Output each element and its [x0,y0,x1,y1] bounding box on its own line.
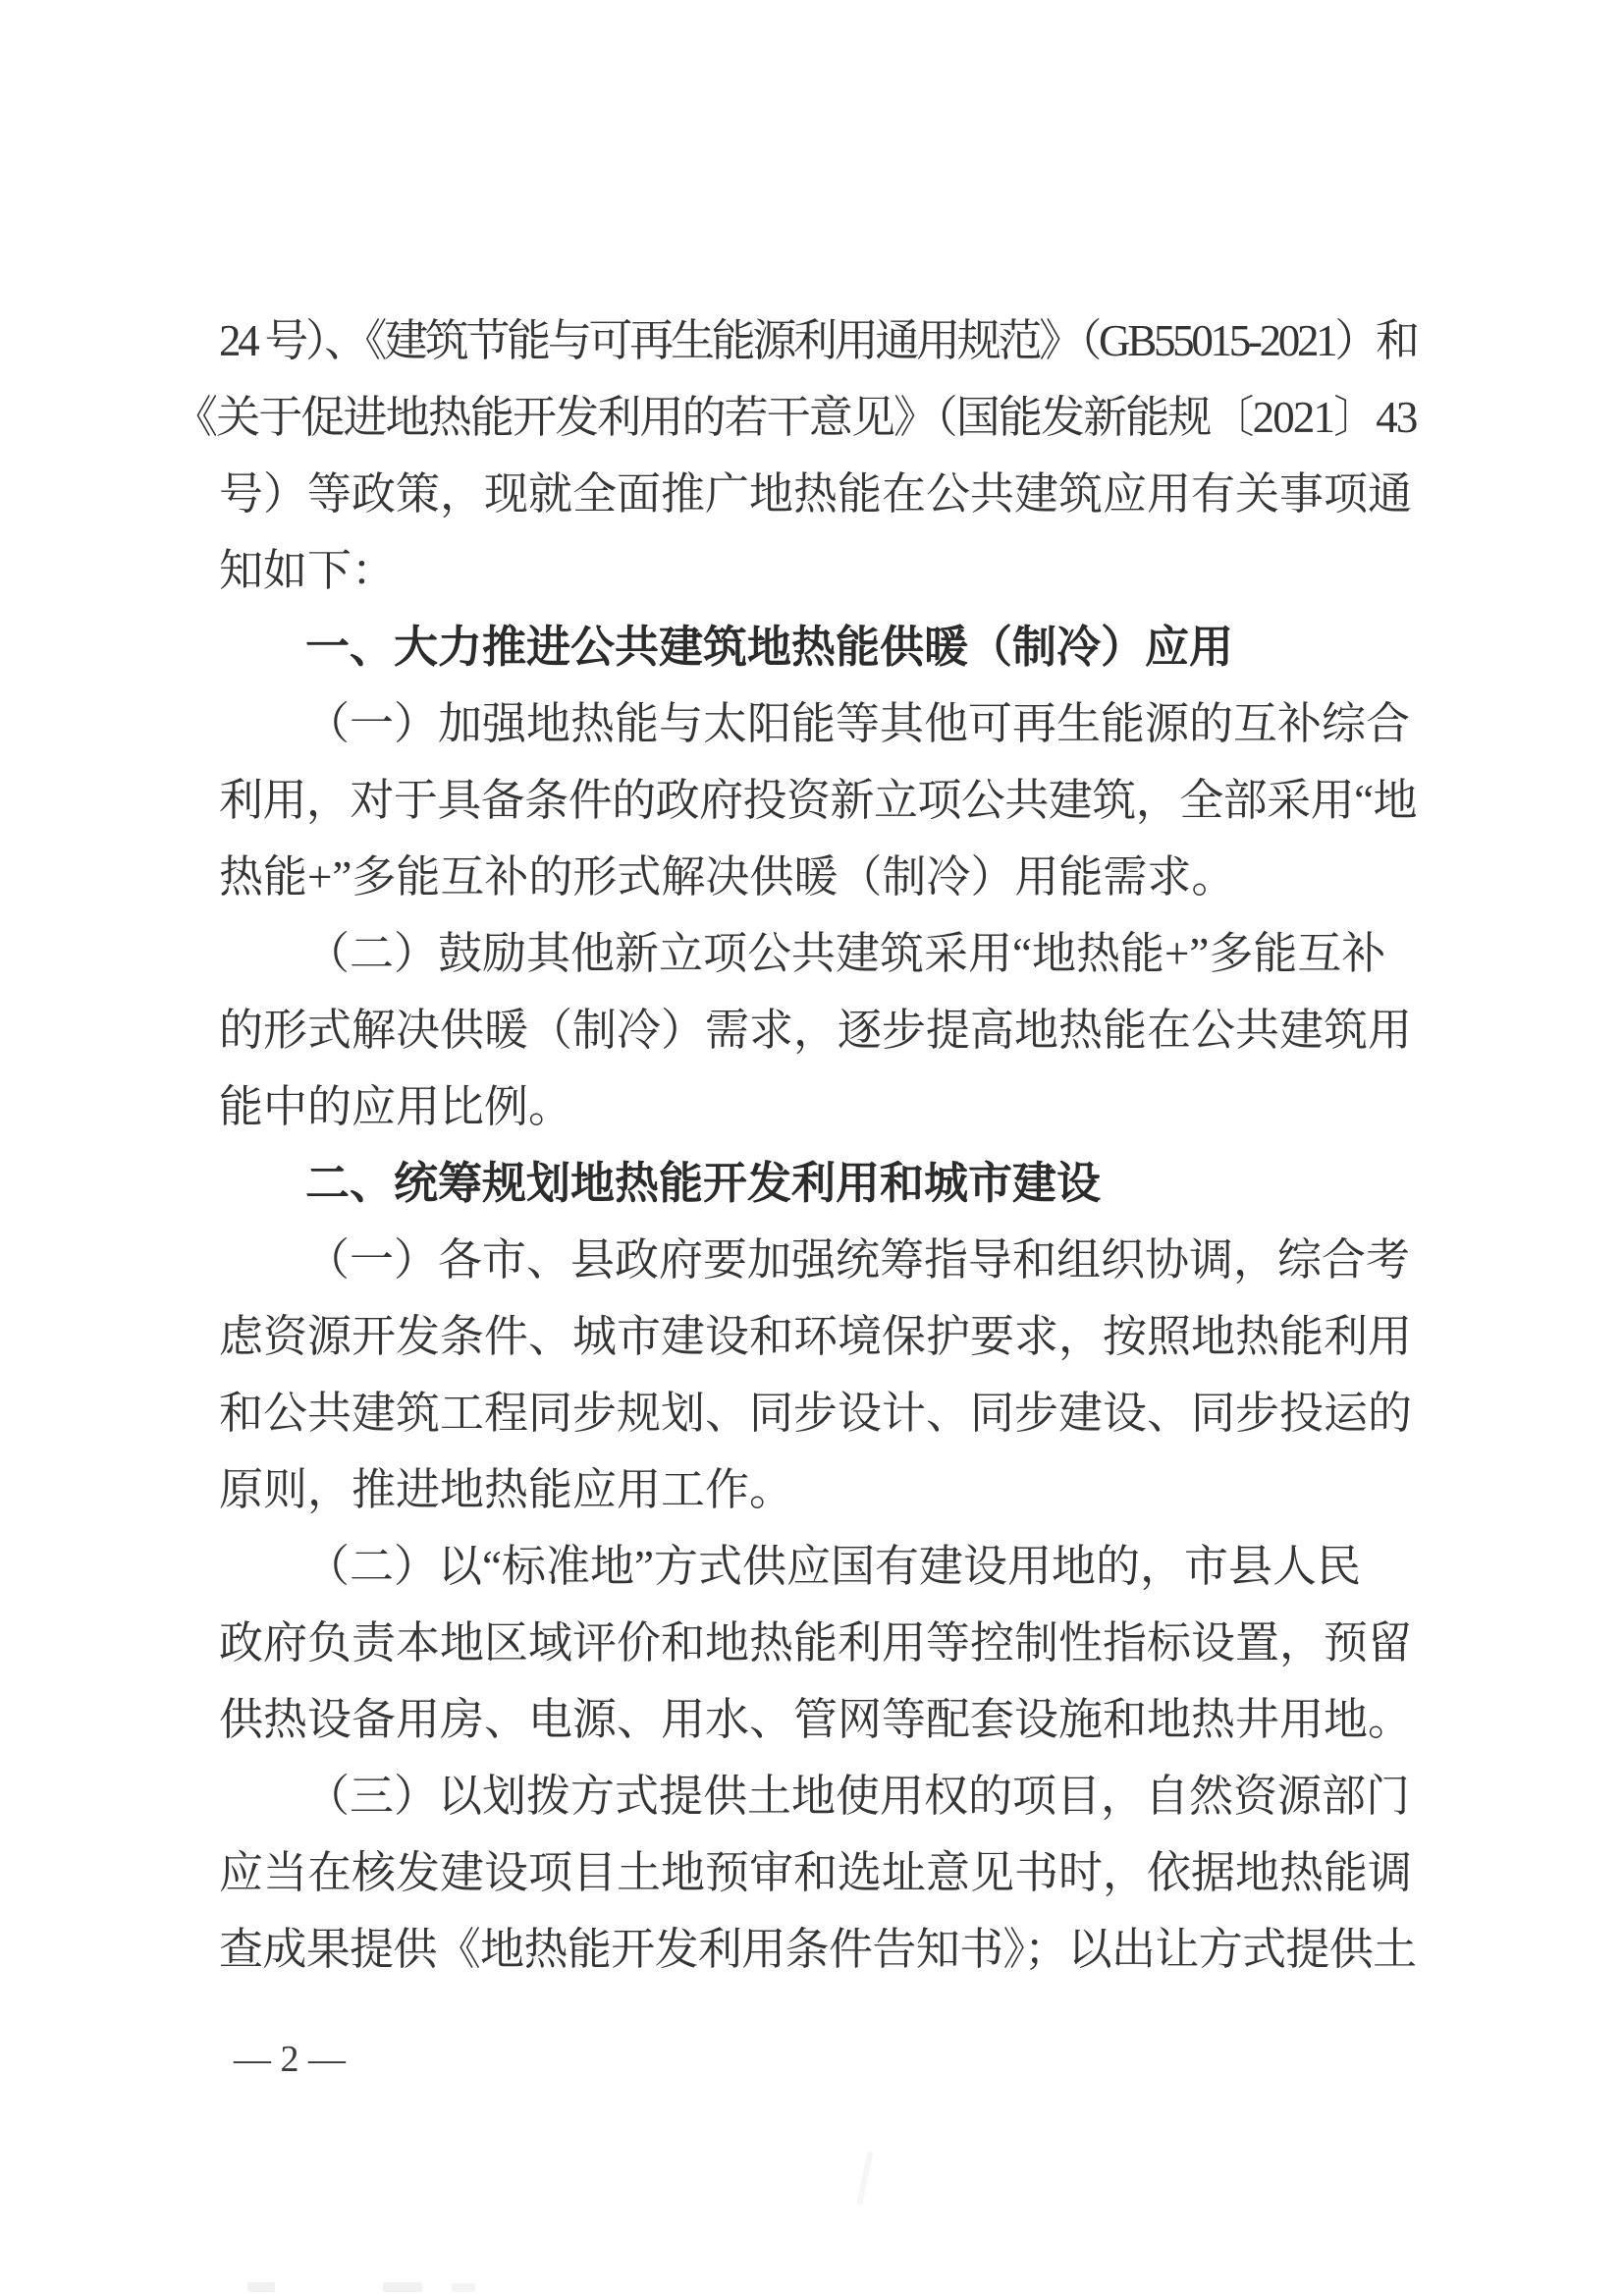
text-line: 的形式解决供暖（制冷）需求，逐步提高地热能在公共建筑用 [219,1006,1413,1055]
text-line: 24 号）、《建筑节能与可再生能源利用通用规范》（GB55015-2021）和 [219,316,1417,365]
text-line: 利用，对于具备条件的政府投资新立项公共建筑，全部采用“地 [219,776,1417,825]
text-line: （三）以划拨方式提供土地使用权的项目，自然资源部门 [305,1772,1411,1821]
text-line: 政府负责本地区域评价和地热能利用等控制性指标设置，预留 [219,1618,1413,1667]
text-line: （二）以“标准地”方式供应国有建设用地的，市县人民 [305,1542,1361,1591]
text-line: 查成果提供《地热能开发利用条件告知书》；以出让方式提供土 [219,1925,1417,1974]
page-number: — 2 — [234,2039,346,2080]
scan-artifact [856,2151,873,2205]
scan-artifact [247,2282,275,2292]
text-line: 虑资源开发条件、城市建设和环境保护要求，按照地热能利用 [219,1312,1413,1361]
heading-line: 二、统筹规划地热能开发利用和城市建设 [305,1158,1102,1208]
text-line: 和公共建筑工程同步规划、同步设计、同步建设、同步投运的 [219,1389,1413,1438]
text-line: 应当在核发建设项目土地预审和选址意见书时，依据地热能调 [219,1848,1413,1897]
scan-artifact [383,2282,422,2292]
text-line: 供热设备用房、电源、用水、管网等配套设施和地热井用地。 [219,1695,1413,1744]
text-line: （一）各市、县政府要加强统筹指导和组织协调，综合考 [305,1235,1411,1285]
text-line: 原则，推进地热能应用工作。 [219,1465,794,1514]
text-line: （一）加强地热能与太阳能等其他可再生能源的互补综合 [305,699,1411,748]
heading-line: 一、大力推进公共建筑地热能供暖（制冷）应用 [305,622,1234,672]
scan-artifact [452,2283,475,2292]
text-line: （二）鼓励其他新立项公共建筑采用“地热能+”多能互补 [305,929,1386,978]
text-line: 《关于促进地热能开发利用的若干意见》（国能发新能规〔2021〕43 [174,393,1417,442]
text-line: 知如下： [219,546,397,595]
text-line: 能中的应用比例。 [219,1082,573,1131]
text-line: 热能+”多能互补的形式解决供暖（制冷）用能需求。 [219,852,1236,902]
text-line: 号）等政策，现就全面推广地热能在公共建筑应用有关事项通 [219,469,1413,519]
text-lines [174,302,1417,1988]
